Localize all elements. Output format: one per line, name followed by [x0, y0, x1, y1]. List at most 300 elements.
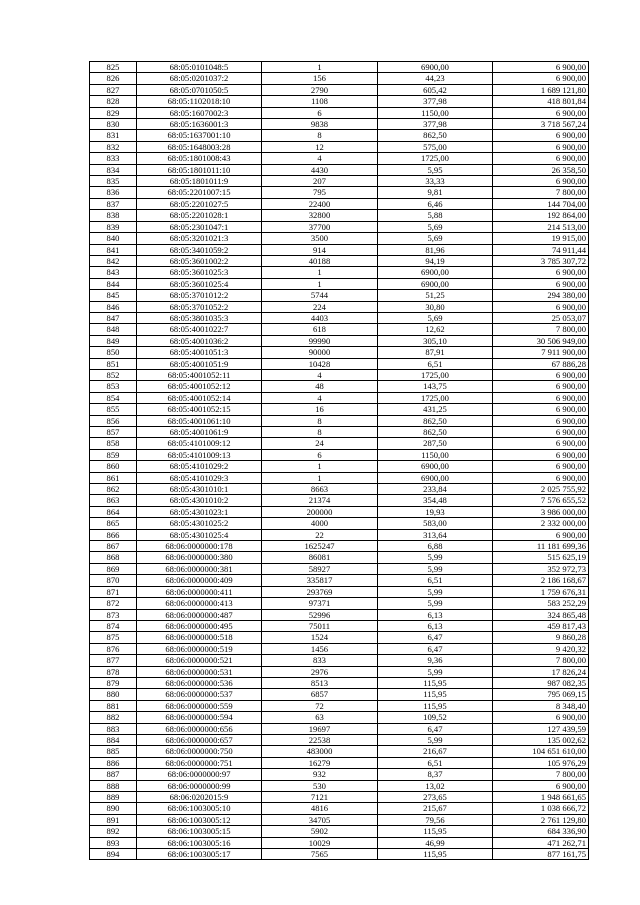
amount-cell: 17 826,24	[493, 666, 589, 677]
area-cell: 22538	[262, 734, 378, 745]
row-number-cell: 880	[90, 689, 137, 700]
table-row	[90, 301, 589, 312]
area-cell: 4	[262, 153, 378, 164]
row-number-cell: 889	[90, 792, 137, 803]
row-number-cell: 884	[90, 734, 137, 745]
cadastral-number-cell: 68:06:1003005:10	[137, 803, 262, 814]
cadastral-number-cell: 68:05:3701012:2	[137, 290, 262, 301]
rate-cell: 6,88	[378, 541, 493, 552]
table-row	[90, 712, 589, 723]
cadastral-number-cell: 68:06:0000000:413	[137, 598, 262, 609]
rate-cell: 862,50	[378, 415, 493, 426]
rate-cell: 1725,00	[378, 392, 493, 403]
rate-cell: 109,52	[378, 712, 493, 723]
amount-cell: 352 972,73	[493, 563, 589, 574]
area-cell: 293769	[262, 586, 378, 597]
rate-cell: 33,33	[378, 176, 493, 187]
table-row	[90, 141, 589, 152]
table-row	[90, 518, 589, 529]
amount-cell: 9 420,32	[493, 643, 589, 654]
area-cell: 1625247	[262, 541, 378, 552]
amount-cell: 6 900,00	[493, 392, 589, 403]
rate-cell: 6900,00	[378, 267, 493, 278]
amount-cell: 6 900,00	[493, 404, 589, 415]
table-row	[90, 655, 589, 666]
rate-cell: 5,69	[378, 221, 493, 232]
area-cell: 4403	[262, 312, 378, 323]
cadastral-number-cell: 68:06:0000000:656	[137, 723, 262, 734]
area-cell: 932	[262, 769, 378, 780]
row-number-cell: 830	[90, 119, 137, 130]
table-row	[90, 221, 589, 232]
row-number-cell: 883	[90, 723, 137, 734]
rate-cell: 862,50	[378, 427, 493, 438]
rate-cell: 6,13	[378, 609, 493, 620]
amount-cell: 6 900,00	[493, 278, 589, 289]
table-row	[90, 700, 589, 711]
table-row	[90, 586, 589, 597]
row-number-cell: 851	[90, 358, 137, 369]
cadastral-number-cell: 68:05:4001051:9	[137, 358, 262, 369]
cadastral-number-cell: 68:05:4001051:3	[137, 347, 262, 358]
cadastral-number-cell: 68:05:4101009:13	[137, 449, 262, 460]
area-cell: 22400	[262, 198, 378, 209]
cadastral-number-cell: 68:05:0201037:2	[137, 73, 262, 84]
area-cell: 483000	[262, 746, 378, 757]
rate-cell: 287,50	[378, 438, 493, 449]
area-cell: 6857	[262, 689, 378, 700]
row-number-cell: 881	[90, 700, 137, 711]
table-row	[90, 392, 589, 403]
amount-cell: 6 900,00	[493, 712, 589, 723]
amount-cell: 6 900,00	[493, 449, 589, 460]
rate-cell: 216,67	[378, 746, 493, 757]
table-row	[90, 404, 589, 415]
row-number-cell: 837	[90, 198, 137, 209]
amount-cell: 515 625,19	[493, 552, 589, 563]
rate-cell: 5,99	[378, 666, 493, 677]
amount-cell: 7 911 900,00	[493, 347, 589, 358]
rate-cell: 94,19	[378, 255, 493, 266]
rate-cell: 354,48	[378, 495, 493, 506]
area-cell: 58927	[262, 563, 378, 574]
cadastral-number-cell: 68:05:3601025:3	[137, 267, 262, 278]
area-cell: 1	[262, 461, 378, 472]
amount-cell: 104 651 610,00	[493, 746, 589, 757]
row-number-cell: 854	[90, 392, 137, 403]
cadastral-number-cell: 68:05:1801008:43	[137, 153, 262, 164]
row-number-cell: 867	[90, 541, 137, 552]
area-cell: 618	[262, 324, 378, 335]
row-number-cell: 840	[90, 233, 137, 244]
cadastral-number-cell: 68:05:2201007:15	[137, 187, 262, 198]
row-number-cell: 872	[90, 598, 137, 609]
rate-cell: 233,84	[378, 484, 493, 495]
row-number-cell: 856	[90, 415, 137, 426]
cadastral-number-cell: 68:06:0000000:657	[137, 734, 262, 745]
area-cell: 12	[262, 141, 378, 152]
row-number-cell: 894	[90, 849, 137, 860]
area-cell: 4430	[262, 164, 378, 175]
rate-cell: 19,93	[378, 506, 493, 517]
row-number-cell: 846	[90, 301, 137, 312]
row-number-cell: 845	[90, 290, 137, 301]
table-row	[90, 803, 589, 814]
rate-cell: 431,25	[378, 404, 493, 415]
rate-cell: 8,37	[378, 769, 493, 780]
amount-cell: 6 900,00	[493, 62, 589, 73]
row-number-cell: 850	[90, 347, 137, 358]
row-number-cell: 844	[90, 278, 137, 289]
cadastral-number-cell: 68:05:4301025:4	[137, 529, 262, 540]
amount-cell: 26 358,50	[493, 164, 589, 175]
amount-cell: 6 900,00	[493, 73, 589, 84]
amount-cell: 459 817,43	[493, 620, 589, 631]
row-number-cell: 882	[90, 712, 137, 723]
amount-cell: 30 506 949,00	[493, 335, 589, 346]
table-row	[90, 666, 589, 677]
row-number-cell: 835	[90, 176, 137, 187]
area-cell: 72	[262, 700, 378, 711]
table-row	[90, 358, 589, 369]
cadastral-number-cell: 68:05:1801011:10	[137, 164, 262, 175]
row-number-cell: 849	[90, 335, 137, 346]
table-row	[90, 609, 589, 620]
area-cell: 32800	[262, 210, 378, 221]
cadastral-number-cell: 68:06:0000000:97	[137, 769, 262, 780]
cadastral-number-cell: 68:06:0000000:381	[137, 563, 262, 574]
area-cell: 34705	[262, 814, 378, 825]
cadastral-number-cell: 68:06:0000000:519	[137, 643, 262, 654]
row-number-cell: 859	[90, 449, 137, 460]
amount-cell: 6 900,00	[493, 107, 589, 118]
table-row	[90, 438, 589, 449]
rate-cell: 5,88	[378, 210, 493, 221]
amount-cell: 6 900,00	[493, 176, 589, 187]
table-row	[90, 369, 589, 380]
rate-cell: 6,51	[378, 757, 493, 768]
rate-cell: 1150,00	[378, 449, 493, 460]
amount-cell: 7 800,00	[493, 769, 589, 780]
row-number-cell: 831	[90, 130, 137, 141]
row-number-cell: 865	[90, 518, 137, 529]
table-row	[90, 278, 589, 289]
area-cell: 156	[262, 73, 378, 84]
table-row	[90, 734, 589, 745]
rate-cell: 115,95	[378, 826, 493, 837]
amount-cell: 6 900,00	[493, 301, 589, 312]
cadastral-number-cell: 68:05:4001052:11	[137, 369, 262, 380]
area-cell: 9838	[262, 119, 378, 130]
area-cell: 1108	[262, 96, 378, 107]
area-cell: 914	[262, 244, 378, 255]
rate-cell: 6,51	[378, 575, 493, 586]
rate-cell: 5,99	[378, 734, 493, 745]
cadastral-number-cell: 68:05:1637001:10	[137, 130, 262, 141]
row-number-cell: 864	[90, 506, 137, 517]
area-cell: 22	[262, 529, 378, 540]
area-cell: 16279	[262, 757, 378, 768]
area-cell: 8513	[262, 677, 378, 688]
rate-cell: 44,23	[378, 73, 493, 84]
cadastral-number-cell: 68:06:1003005:17	[137, 849, 262, 860]
table-row	[90, 153, 589, 164]
amount-cell: 9 860,28	[493, 632, 589, 643]
amount-cell: 11 181 699,36	[493, 541, 589, 552]
cadastral-number-cell: 68:06:0000000:531	[137, 666, 262, 677]
area-cell: 8	[262, 130, 378, 141]
amount-cell: 3 785 307,72	[493, 255, 589, 266]
area-cell: 4	[262, 369, 378, 380]
table-row	[90, 84, 589, 95]
amount-cell: 6 900,00	[493, 141, 589, 152]
area-cell: 90000	[262, 347, 378, 358]
area-cell: 833	[262, 655, 378, 666]
table-row	[90, 198, 589, 209]
cadastral-number-cell: 68:05:4001052:15	[137, 404, 262, 415]
amount-cell: 324 865,48	[493, 609, 589, 620]
row-number-cell: 875	[90, 632, 137, 643]
table-row	[90, 312, 589, 323]
table-row	[90, 244, 589, 255]
amount-cell: 7 800,00	[493, 324, 589, 335]
table-row	[90, 541, 589, 552]
amount-cell: 684 336,90	[493, 826, 589, 837]
table-row	[90, 746, 589, 757]
cadastral-number-cell: 68:05:1607002:3	[137, 107, 262, 118]
cadastral-number-cell: 68:05:4001061:10	[137, 415, 262, 426]
table-row	[90, 529, 589, 540]
cadastral-number-cell: 68:05:4301023:1	[137, 506, 262, 517]
table-row	[90, 552, 589, 563]
amount-cell: 294 380,00	[493, 290, 589, 301]
cadastral-number-cell: 68:06:0000000:495	[137, 620, 262, 631]
rate-cell: 6,47	[378, 723, 493, 734]
area-cell: 4816	[262, 803, 378, 814]
amount-cell: 418 801,84	[493, 96, 589, 107]
row-number-cell: 825	[90, 62, 137, 73]
area-cell: 21374	[262, 495, 378, 506]
area-cell: 4000	[262, 518, 378, 529]
rate-cell: 215,67	[378, 803, 493, 814]
table-row	[90, 415, 589, 426]
table-row	[90, 837, 589, 848]
table-row	[90, 449, 589, 460]
row-number-cell: 863	[90, 495, 137, 506]
rate-cell: 6,47	[378, 643, 493, 654]
area-cell: 52996	[262, 609, 378, 620]
cadastral-number-cell: 68:05:3801035:3	[137, 312, 262, 323]
area-cell: 19697	[262, 723, 378, 734]
amount-cell: 8 348,40	[493, 700, 589, 711]
amount-cell: 2 025 755,92	[493, 484, 589, 495]
area-cell: 335817	[262, 575, 378, 586]
table-row	[90, 563, 589, 574]
row-number-cell: 833	[90, 153, 137, 164]
row-number-cell: 870	[90, 575, 137, 586]
rate-cell: 5,99	[378, 586, 493, 597]
amount-cell: 6 900,00	[493, 472, 589, 483]
rate-cell: 115,95	[378, 689, 493, 700]
amount-cell: 7 800,00	[493, 655, 589, 666]
row-number-cell: 838	[90, 210, 137, 221]
rate-cell: 13,02	[378, 780, 493, 791]
rate-cell: 862,50	[378, 130, 493, 141]
table-row	[90, 506, 589, 517]
rate-cell: 575,00	[378, 141, 493, 152]
row-number-cell: 871	[90, 586, 137, 597]
table-row	[90, 769, 589, 780]
cadastral-number-cell: 68:06:1003005:15	[137, 826, 262, 837]
amount-cell: 1 948 661,65	[493, 792, 589, 803]
cadastral-number-cell: 68:05:4101029:2	[137, 461, 262, 472]
amount-cell: 74 911,44	[493, 244, 589, 255]
cadastral-number-cell: 68:05:4001061:9	[137, 427, 262, 438]
rate-cell: 79,56	[378, 814, 493, 825]
amount-cell: 987 082,35	[493, 677, 589, 688]
table-row	[90, 324, 589, 335]
area-cell: 8	[262, 427, 378, 438]
row-number-cell: 841	[90, 244, 137, 255]
row-number-cell: 869	[90, 563, 137, 574]
table-row	[90, 620, 589, 631]
row-number-cell: 868	[90, 552, 137, 563]
row-number-cell: 892	[90, 826, 137, 837]
area-cell: 1	[262, 267, 378, 278]
cadastral-number-cell: 68:05:4301010:1	[137, 484, 262, 495]
rate-cell: 6,13	[378, 620, 493, 631]
rate-cell: 87,91	[378, 347, 493, 358]
area-cell: 224	[262, 301, 378, 312]
table-row	[90, 62, 589, 73]
cadastral-number-cell: 68:06:0000000:99	[137, 780, 262, 791]
rate-cell: 115,95	[378, 677, 493, 688]
row-number-cell: 893	[90, 837, 137, 848]
table-body	[90, 62, 589, 860]
cadastral-number-cell: 68:06:0000000:536	[137, 677, 262, 688]
rate-cell: 5,99	[378, 598, 493, 609]
cadastral-number-cell: 68:05:3201021:3	[137, 233, 262, 244]
row-number-cell: 887	[90, 769, 137, 780]
cadastral-number-cell: 68:06:0000000:487	[137, 609, 262, 620]
area-cell: 8	[262, 415, 378, 426]
amount-cell: 192 864,00	[493, 210, 589, 221]
row-number-cell: 885	[90, 746, 137, 757]
area-cell: 5902	[262, 826, 378, 837]
row-number-cell: 828	[90, 96, 137, 107]
cadastral-number-cell: 68:06:0000000:521	[137, 655, 262, 666]
table-row	[90, 381, 589, 392]
row-number-cell: 886	[90, 757, 137, 768]
amount-cell: 3 718 567,24	[493, 119, 589, 130]
table-row	[90, 677, 589, 688]
table-row	[90, 347, 589, 358]
amount-cell: 6 900,00	[493, 369, 589, 380]
table-row	[90, 210, 589, 221]
table-row	[90, 107, 589, 118]
table-row	[90, 484, 589, 495]
cadastral-number-cell: 68:05:0101048:5	[137, 62, 262, 73]
cadastral-number-cell: 68:05:3601025:4	[137, 278, 262, 289]
amount-cell: 2 332 000,00	[493, 518, 589, 529]
amount-cell: 3 986 000,00	[493, 506, 589, 517]
rate-cell: 81,96	[378, 244, 493, 255]
area-cell: 1	[262, 62, 378, 73]
rate-cell: 6,51	[378, 358, 493, 369]
row-number-cell: 829	[90, 107, 137, 118]
row-number-cell: 827	[90, 84, 137, 95]
table-row	[90, 575, 589, 586]
cadastral-number-cell: 68:05:1102018:10	[137, 96, 262, 107]
cadastral-number-cell: 68:05:4301025:2	[137, 518, 262, 529]
cadastral-number-cell: 68:05:1636001:3	[137, 119, 262, 130]
area-cell: 207	[262, 176, 378, 187]
cadastral-number-cell: 68:05:2201027:5	[137, 198, 262, 209]
amount-cell: 19 915,00	[493, 233, 589, 244]
row-number-cell: 853	[90, 381, 137, 392]
cadastral-number-cell: 68:06:1003005:12	[137, 814, 262, 825]
cadastral-number-cell: 68:06:0000000:559	[137, 700, 262, 711]
rate-cell: 5,95	[378, 164, 493, 175]
row-number-cell: 873	[90, 609, 137, 620]
rate-cell: 6900,00	[378, 461, 493, 472]
cadastral-number-cell: 68:05:4001036:2	[137, 335, 262, 346]
area-cell: 99990	[262, 335, 378, 346]
area-cell: 3500	[262, 233, 378, 244]
cadastral-number-cell: 68:05:1648003:28	[137, 141, 262, 152]
rate-cell: 5,99	[378, 552, 493, 563]
row-number-cell: 890	[90, 803, 137, 814]
rate-cell: 6,47	[378, 632, 493, 643]
amount-cell: 471 262,71	[493, 837, 589, 848]
rate-cell: 115,95	[378, 849, 493, 860]
amount-cell: 6 900,00	[493, 415, 589, 426]
row-number-cell: 836	[90, 187, 137, 198]
amount-cell: 67 886,28	[493, 358, 589, 369]
rate-cell: 6900,00	[378, 62, 493, 73]
row-number-cell: 861	[90, 472, 137, 483]
table-row	[90, 598, 589, 609]
rate-cell: 51,25	[378, 290, 493, 301]
row-number-cell: 834	[90, 164, 137, 175]
amount-cell: 877 161,75	[493, 849, 589, 860]
table-row	[90, 472, 589, 483]
area-cell: 10428	[262, 358, 378, 369]
row-number-cell: 862	[90, 484, 137, 495]
amount-cell: 6 900,00	[493, 381, 589, 392]
table-row	[90, 632, 589, 643]
area-cell: 86081	[262, 552, 378, 563]
table-row	[90, 495, 589, 506]
rate-cell: 115,95	[378, 700, 493, 711]
data-table	[89, 61, 589, 860]
rate-cell: 12,62	[378, 324, 493, 335]
amount-cell: 6 900,00	[493, 427, 589, 438]
cadastral-number-cell: 68:05:4001052:12	[137, 381, 262, 392]
area-cell: 5744	[262, 290, 378, 301]
table-row	[90, 130, 589, 141]
table-row	[90, 643, 589, 654]
cadastral-number-cell: 68:06:0000000:537	[137, 689, 262, 700]
row-number-cell: 842	[90, 255, 137, 266]
row-number-cell: 877	[90, 655, 137, 666]
cadastral-number-cell: 68:05:3401059:2	[137, 244, 262, 255]
cadastral-number-cell: 68:05:4101009:12	[137, 438, 262, 449]
amount-cell: 6 900,00	[493, 130, 589, 141]
amount-cell: 6 900,00	[493, 153, 589, 164]
area-cell: 48	[262, 381, 378, 392]
table-row	[90, 780, 589, 791]
